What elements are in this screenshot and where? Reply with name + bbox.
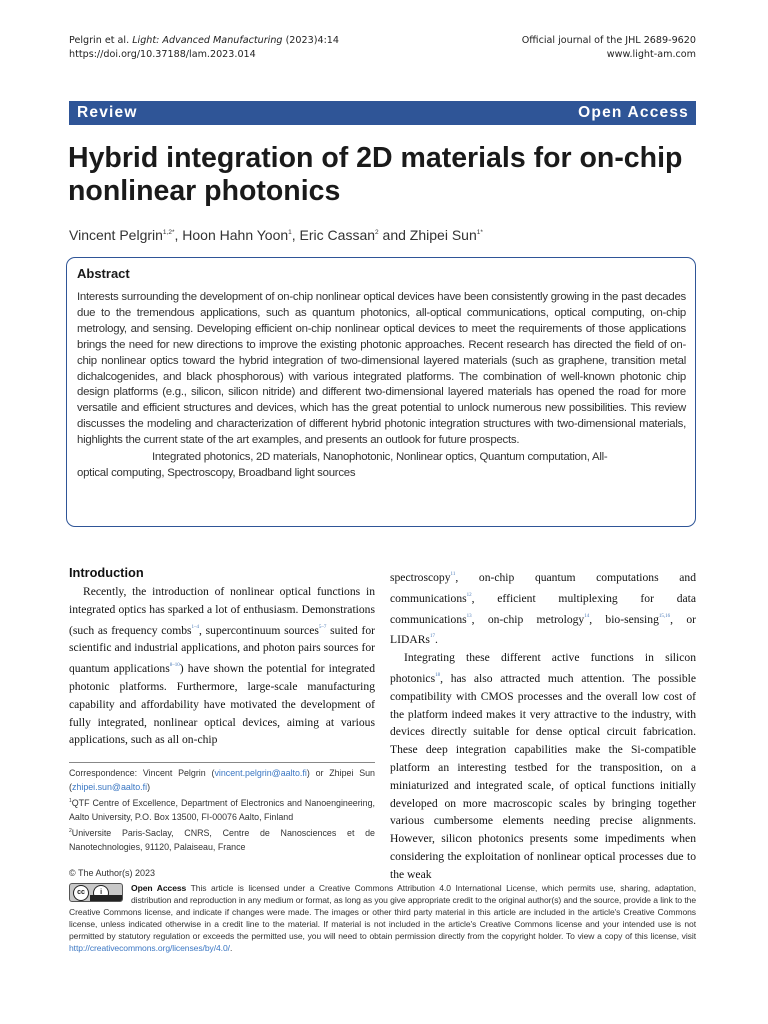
- citation-ref[interactable]: 14: [584, 613, 590, 619]
- author-name: , Eric Cassan: [291, 227, 376, 243]
- keywords-line-1: Integrated photonics, 2D materials, Nanophotonic, Nonlinear optics, Quantum computation, All-: [152, 451, 608, 464]
- intro-paragraph-1-continued: spectroscopy$^{11}$, on-chip quantum computations and communications$^{12}$, efficient multiplexing for data communications$^{13}$, on-chip metrology$^{14}$, bio-sensing$^{15,16}$, or LIDARs$^{17}$.: [390, 571, 696, 647]
- citation-ref[interactable]: 17: [429, 634, 435, 640]
- correspondence-footnote: [69, 766, 375, 855]
- intro-paragraph-1: Recently, the introduction of nonlinear optical functions in integrated optics has sparked a lot of enthusiasm. Demonstrations (such as frequency combs$^{1-4}$, supercontinuum sources$^{5-7}$ suited for scientific and industrial applications, and photon pairs sources for quantum applications$^{8-10}$) have shown the potential for integrated photonic platforms. Furthermore, large-scale manufacturing capability and affordability have motivated the development of fully integrated, nonlinear optical devices, aiming at various applications, such as all on-chip: [69, 585, 376, 747]
- author-name: Vincent Pelgrin: [69, 227, 163, 243]
- affiliation-2: $^2$Universite Paris-Saclay, CNRS, Centre de Nanosciences et de Nanotechnologies, 91120, Palaiseau, France: [69, 828, 375, 853]
- citation-ref[interactable]: 1–4: [191, 624, 200, 630]
- cc-by-icon[interactable]: cc i: [69, 883, 123, 902]
- left-column: [69, 565, 375, 749]
- article-type-banner: [69, 101, 696, 125]
- citation-ref[interactable]: 13: [466, 613, 472, 619]
- correspondence-line: Correspondence: Vincent Pelgrin (vincent.pelgrin@aalto.fi) or Zhipei Sun (zhipei.sun@aalto.fi): [69, 768, 375, 793]
- running-header-left: [69, 34, 339, 61]
- right-column: [390, 566, 696, 884]
- intro-paragraph-2: Integrating these different active functions in silicon photonics$^{18}$, has also attracted much attention. The possible compatibility with CMOS processes and the overall low cost of the platform indeed makes it very attractive to the industry, with devices directly suitable for dense optical circuit fabrication. These deep integration capabilities make the Si-compatible platform an interesting testbed for the transposition, on a miniaturized and integrated scale, of optical functions initially developed on more macroscopic scales by bringing together various cumbersome elements needing precise alignments. However, silicon photonics presents some impediments when considering the exploitation of nonlinear optical processes due to the weak: [390, 651, 696, 881]
- citation-ref[interactable]: 12: [466, 592, 472, 598]
- license-link[interactable]: http://creativecommons.org/licenses/by/4.0/: [69, 943, 230, 954]
- citation-line: Pelgrin et al. Light: Advanced Manufacturing (2023)4:14: [69, 35, 340, 46]
- author-name: , Hoon Hahn Yoon: [174, 227, 289, 243]
- footnote-divider: [69, 762, 375, 763]
- abstract-text: Interests surrounding the development of on-chip nonlinear optical devices have been consistently growing in the past decades due to the tremendous applications, such as quantum photonics, all-optical communications, optical computing, on-chip metrology, and sensing. Developing efficient on-chip nonlinear optical devices to meet the requirements of those applications brings the need for new directions to improve the existing photonic approaches. Recent research has directed the field of on-chip nonlinear optics toward the hybrid integration of two-dimensional layered materials (such as graphene, transition metal dichalcogenides, and black phosphorous) with various integrated platforms. The combination of well-known photonic chip design platforms (e.g., silicon, silicon nitride) and different two-dimensional layered materials has opened the road for more versatile and efficient structures and devices, which has the great potential to unlock numerous new possibilities. This review discusses the modeling and characterization of different hybrid photonic integration structures with two-dimensional materials, highlights the current state of the art examples, and presents an outlook for future prospects. Integrated photonics, 2D materials, Nanophotonic, Nonlinear optics, Quantum computation, All- optical computing, Spectroscopy, Broadband light sources: [77, 291, 686, 479]
- email-link[interactable]: vincent.pelgrin@aalto.fi: [214, 768, 307, 778]
- keywords-line-2: optical computing, Spectroscopy, Broadband light sources: [77, 466, 356, 479]
- author-name: and Zhipei Sun: [378, 227, 477, 243]
- running-header-right: [522, 34, 696, 61]
- citation-ref[interactable]: 8–10: [169, 663, 180, 669]
- journal-website[interactable]: www.light-am.com: [606, 48, 696, 60]
- email-link[interactable]: zhipei.sun@aalto.fi: [71, 782, 148, 793]
- author-list: Vincent Pelgrin$^{1,2*}$, Hoon Hahn Yoon$^1$, Eric Cassan$^2$ and Zhipei Sun$^{1*}$: [69, 227, 483, 243]
- copyright-notice: © The Author(s) 2023: [69, 868, 156, 878]
- article-title: Hybrid integration of 2D materials for on-chip nonlinear photonics: [68, 142, 683, 207]
- license-statement: cc i Open Access This article is licensed under a Creative Commons Attribution 4.0 International License, which permits use, sharing, adaptation, distribution and reproduction in any medium or format, as long as you give appropriate credit to the original author(s) and the source, provide a link to the Creative Commons license, and indicate if changes were made. The images or other third party material in this article are included in the article's Creative Commons license, unless indicated otherwise in a credit line to the material. If material is not included in the article's Creative Commons license and your intended use is not permitted by statutory regulation or exceeds the permitted use, you will need to obtain permission directly from the copyright holder. To view a copy of this license, visit http://creativecommons.org/licenses/by/4.0/.: [69, 883, 696, 954]
- article-type-label: Review: [77, 104, 138, 121]
- abstract-heading: Abstract: [77, 266, 130, 281]
- citation-ref[interactable]: 11: [450, 572, 456, 577]
- citation-ref[interactable]: 5–7: [318, 624, 327, 630]
- citation-ref[interactable]: 18: [435, 672, 441, 678]
- section-heading-introduction: Introduction: [69, 565, 144, 580]
- citation-ref[interactable]: 15,16: [658, 613, 671, 619]
- open-access-label: Open Access: [578, 104, 689, 121]
- doi-link[interactable]: https://doi.org/10.37188/lam.2023.014: [69, 48, 256, 60]
- abstract-box: [66, 257, 696, 527]
- journal-official: Official journal of the JHL 2689-9620: [521, 35, 696, 46]
- open-access-bold: Open Access: [131, 883, 187, 893]
- affiliation-1: $^1$QTF Centre of Excellence, Department of Electronics and Nanoengineering, Aalto University, P.O. Box 13500, FI-00076 Aalto, Finland: [69, 798, 375, 823]
